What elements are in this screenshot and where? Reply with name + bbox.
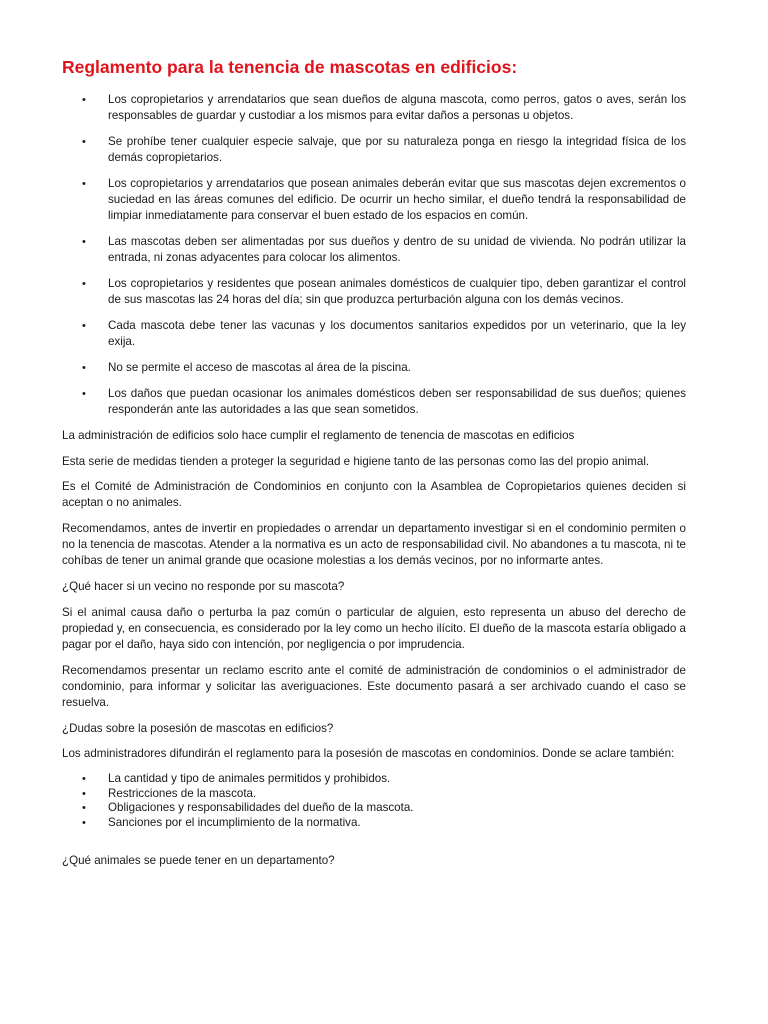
list-item-text: Restricciones de la mascota.: [108, 786, 257, 800]
document-title: Reglamento para la tenencia de mascotas en edificios:: [62, 57, 518, 77]
bullet-icon: •: [82, 320, 86, 333]
bullet-icon: •: [82, 94, 86, 106]
list-item: [62, 176, 686, 225]
bullet-icon: •: [82, 787, 86, 800]
rule-text: Los copropietarios y arrendatarios que sean dueños de alguna mascota, como perros, gatos o aves, serán los responsables de guardar y custodiar a los mismos para evitar daños a personas u objetos.: [108, 93, 686, 123]
rule-text: Las mascotas deben ser alimentadas por sus dueños y dentro de su unidad de vivienda. No podrán utilizar la entrada, ni zonas adyacentes para colocar los alimentos.: [108, 235, 686, 265]
spacer: [62, 831, 686, 853]
rule-text: Los copropietarios y arrendatarios que posean animales deberán evitar que sus mascotas dejen excrementos o suciedad en las áreas comunes del edificio. De ocurrir un hecho similar, el dueño tendrá la responsabilidad de limpiar inmediatamente para conservar el buen estado de los espacios en común.: [108, 177, 686, 223]
document-page: [62, 56, 686, 879]
bullet-icon: •: [82, 362, 86, 375]
list-item: [62, 816, 686, 831]
section-question: ¿Dudas sobre la posesión de mascotas en edificios?: [62, 721, 334, 735]
section-question: ¿Qué animales se puede tener en un departamento?: [62, 853, 335, 867]
section-question: ¿Qué hacer si un vecino no responde por su mascota?: [62, 579, 345, 593]
list-item: [62, 234, 686, 266]
paragraph: Los administradores difundirán el reglamento para la posesión de mascotas en condominios. Donde se aclare también:: [62, 747, 675, 761]
rules-list: [62, 92, 686, 418]
rule-text: Cada mascota debe tener las vacunas y los documentos sanitarios expedidos por un veterinario, que la ley exija.: [108, 319, 686, 349]
paragraph: Es el Comité de Administración de Condominios en conjunto con la Asamblea de Copropietarios quienes deciden si aceptan o no animales.: [62, 480, 686, 510]
paragraph: Esta serie de medidas tienden a proteger la seguridad e higiene tanto de las personas como las del propio animal.: [62, 454, 650, 468]
rule-text: Los copropietarios y residentes que posean animales domésticos de cualquier tipo, deben garantizar el control de sus mascotas las 24 horas del día; sin que produzca perturbación alguna con los demás vecinos.: [108, 277, 686, 307]
bullet-icon: •: [82, 136, 86, 148]
rule-text: No se permite el acceso de mascotas al área de la piscina.: [108, 361, 411, 375]
list-item: [62, 276, 686, 308]
bullet-icon: •: [82, 278, 86, 291]
paragraph: Si el animal causa daño o perturba la paz común o particular de alguien, esto representa un abuso del derecho de propiedad y, en consecuencia, es considerado por la ley como un hecho ilícito. El dueño de la mascota estaría obligado a pagar por el daño, haya sido con intención, por negligencia o por imprudencia.: [62, 605, 686, 651]
paragraph: Recomendamos presentar un reclamo escrito ante el comité de administración de condominios o el administrador de condominio, para informar y solicitar las averiguaciones. Este documento pasará a ser archivado cuando el caso se resuelva.: [62, 663, 686, 709]
list-item: [62, 386, 686, 418]
list-item: [62, 360, 686, 376]
list-item: [62, 801, 686, 816]
paragraph: Recomendamos, antes de invertir en propiedades o arrendar un departamento investigar si en el condominio permiten o no la tenencia de mascotas. Atender a la normativa es un acto de responsabilidad civil. No abandones a tu mascota, ni te cohíbas de tener un animal grande que ocasione molestias a los demás vecinos, por no informarte antes.: [62, 521, 686, 568]
bullet-icon: •: [82, 817, 86, 830]
bullet-icon: •: [82, 772, 86, 785]
list-item: [62, 318, 686, 350]
list-item-text: La cantidad y tipo de animales permitidos y prohibidos.: [108, 771, 391, 785]
rule-text: Se prohíbe tener cualquier especie salvaje, que por su naturaleza ponga en riesgo la integridad física de los demás copropietarios.: [108, 135, 686, 165]
bullet-icon: •: [82, 802, 86, 815]
bullet-icon: •: [82, 388, 86, 400]
list-item: [62, 772, 686, 787]
list-item: [62, 92, 686, 124]
list-item-text: Sanciones por el incumplimiento de la normativa.: [108, 816, 361, 830]
paragraph: La administración de edificios solo hace cumplir el reglamento de tenencia de mascotas en edificios: [62, 429, 575, 442]
bullet-icon: •: [82, 178, 86, 190]
bullet-icon: •: [82, 236, 86, 249]
list-item-text: Obligaciones y responsabilidades del dueño de la mascota.: [108, 801, 414, 815]
clarifications-list: [62, 772, 686, 831]
list-item: [62, 787, 686, 802]
rule-text: Los daños que puedan ocasionar los animales domésticos deben ser responsabilidad de sus dueños; quienes responderán ante las autoridades a las que sean sometidos.: [108, 387, 686, 417]
list-item: [62, 134, 686, 166]
